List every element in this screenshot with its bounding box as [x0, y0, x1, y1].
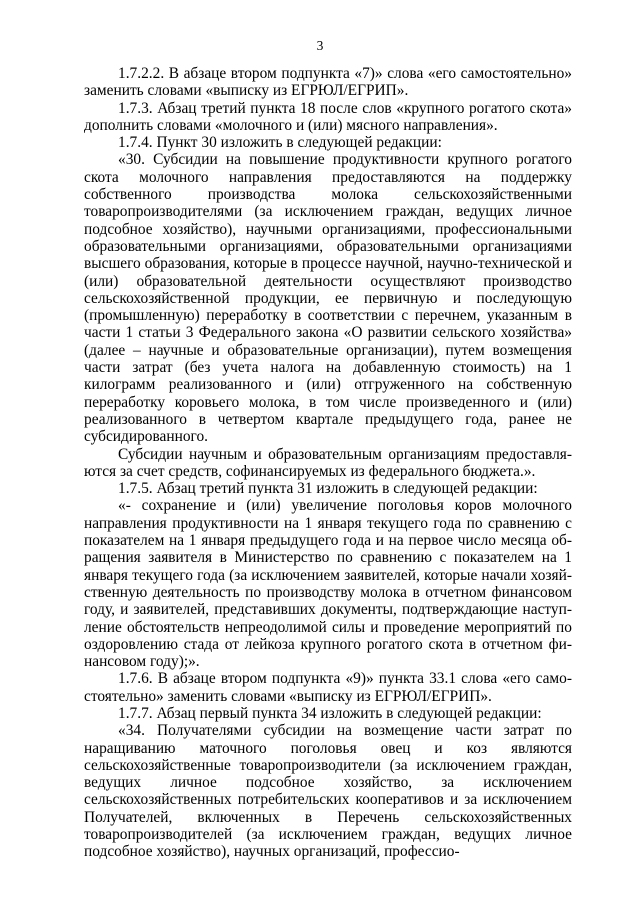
paragraph-1-7-6: 1.7.6. В абзаце втором подпункта «9)» пункта 33.1 слова «его самостоятельно» заменить словами «выписку из ЕГРЮЛ/ЕГРИП».	[84, 670, 572, 705]
page-number: 3	[316, 38, 324, 53]
paragraph-1-7-5: 1.7.5. Абзац третий пункта 31 изложить в следующей редакции:	[118, 480, 538, 498]
document-body	[84, 65, 572, 861]
paragraph-1-7-2-2: 1.7.2.2. В абзаце втором подпункта «7)» слова «его самостоятельно» заменить словами «выписку из ЕГРЮЛ/ЕГРИП».	[84, 65, 572, 100]
paragraph-point-31-text: «- сохранение и (или) увеличение поголовья коров молочного направления продуктивности на 1 января текущего года по сравнению с показателем на 1 января предыдущего года и на первое число месяца обращения заявителя в Министерство по сравнению с показателем на 1 января текущего года (за исключением заявителей, которые начали хозяйственную деятельность по производству молока в отчетном финансовом году, и заявителей, представивших документы, подтверждающие наступление обстоятельств непреодолимой силы и проведение мероприятий по оздоровлению стада от лейкоза крупного рогатого скота в отчетном финансовом году);».	[84, 497, 572, 671]
paragraph-subsidies-scientific: Субсидии научным и образовательным организациям предоставляются за счет средств, софинансируемых из федерального бюджета.».	[84, 445, 572, 480]
paragraph-1-7-3: 1.7.3. Абзац третий пункта 18 после слов «крупного рогатого скота» дополнить словами «молочного и (или) мясного направления».	[84, 99, 572, 134]
paragraph-point-34: «34. Получателями субсидии на возмещение части затрат по наращиванию маточного поголовья овец и коз являются сельскохозяйственные товаропроизводители (за исключением граждан, ведущих личное подсобное хозяйство, за исключением сельскохозяйственных потребительских кооперативов и за исключением Получателей, включенных в Перечень сельскохозяйственных товаропроизводителей (за исключением граждан, ведущих личное подсобное хозяйство), научных организаций, профессио-	[84, 722, 572, 861]
paragraph-point-30: «30. Субсидии на повышение продуктивности крупного рогатого скота молочного направления предоставляются на поддержку собственного производства молока сельскохозяйственными товаропроизводителями (за исключением граждан, ведущих личное подсобное хозяйство), научными организациями, профессиональными образовательными организациями, образовательными организациями высшего образования, которые в процессе научной, научно-технической и (или) образовательной деятельности осуществляют производство сельскохозяйственной продукции, ее первичную и последующую (промышленную) переработку в соответствии с перечнем, указанным в части 1 статьи 3 Федерального закона «О развитии сельского хозяйства» (далее – научные и образовательные организации), путем возмещения части затрат (без учета налога на добавленную стоимость) на 1 килограмм реализованного и (или) отгруженного на собственную переработку коровьего молока, в том числе произведенного и (или) реализованного в четвертом квартале предыдущего года, ранее не субсидированного.	[84, 151, 572, 446]
paragraph-1-7-4: 1.7.4. Пункт 30 изложить в следующей редакции:	[118, 134, 442, 152]
paragraph-1-7-7: 1.7.7. Абзац первый пункта 34 изложить в следующей редакции:	[118, 704, 542, 722]
